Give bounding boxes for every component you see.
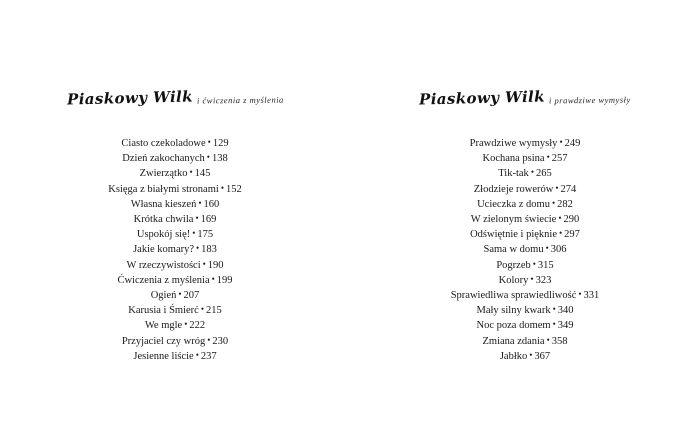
toc-separator: • [202,258,206,269]
toc-entry-page: 282 [557,198,573,210]
toc-entry [451,288,600,303]
toc-entry-title: Zwierzątko [139,168,188,180]
toc-entry-page: 169 [200,214,217,226]
toc-entry-title: Dzień zakochanych [122,153,205,165]
toc-separator: • [546,152,550,163]
toc-separator: • [192,228,196,239]
toc-entry-page: 340 [557,305,574,317]
toc-separator: • [178,289,182,300]
toc-entry-title: Przyjaciel czy wróg [121,335,206,347]
toc-entry [451,318,600,333]
toc-entry-title: Uspokój się! [136,229,191,241]
toc-entry-title: Złodzieje rowerów [473,183,554,195]
left-page-title-block [67,88,284,108]
toc-entry [451,258,600,273]
toc-separator: • [207,137,211,147]
toc-separator: • [559,228,563,239]
toc-entry-page: 367 [534,350,551,362]
toc-entry-page: 145 [194,168,211,180]
toc-entry [108,318,241,333]
toc-entry-title: Krótka chwila [133,214,194,226]
toc-entry [451,242,600,257]
toc-entry [451,182,600,197]
toc-entry [451,334,600,349]
toc-entry [108,151,241,166]
toc-entry-title: Jakie komary? [133,244,195,256]
toc-entry [108,212,241,227]
toc-entry-title: Zmiana zdania [482,335,545,347]
toc-entry-page: 331 [583,290,600,302]
left-series-title: Piaskowy Wilk [66,87,193,109]
toc-entry-page: 160 [203,198,220,210]
toc-separator: • [546,334,550,345]
toc-entry-title: Własna kieszeń [130,198,197,210]
toc-separator: • [220,182,224,193]
toc-entry-page: 290 [563,214,580,226]
toc-entry-title: W rzeczywistości [126,259,201,271]
toc-entry-title: Jabłko [499,350,528,362]
toc-entry-page: 129 [212,138,229,149]
toc-entry-title: Kochana psina [482,153,545,165]
toc-entry [451,273,600,288]
toc-entry [108,227,241,242]
right-page-title-block [419,88,631,108]
toc-entry [108,136,241,151]
toc-separator: • [578,289,582,300]
toc-entry-page: 138 [211,153,228,165]
toc-entry [108,273,241,288]
toc-separator: • [195,213,199,224]
toc-separator: • [196,243,200,254]
toc-separator: • [206,152,210,163]
toc-entry-page: 323 [535,274,552,286]
toc-entry-title: Pogrzeb [496,259,531,271]
toc-entry-title: Sprawiedliwa sprawiedliwość [450,290,577,302]
toc-entry [108,349,241,364]
toc-separator: • [207,334,211,345]
toc-entry-title: Odświętnie i pięknie [470,229,557,241]
toc-entry [451,303,600,318]
toc-entry [108,288,241,303]
toc-separator: • [552,304,556,315]
toc-entry-title: Ciasto czekoladowe [121,138,206,149]
toc-entry [451,212,600,227]
toc-entry-page: 257 [551,153,568,165]
toc-entry-title: Jesienne liście [133,350,194,362]
toc-entry-title: Ucieczka z domu [477,198,550,210]
toc-separator: • [198,197,202,208]
toc-entry-title: Prawdziwe wymysły [469,138,558,149]
toc-entry-page: 215 [205,305,222,317]
toc-entry [451,197,600,212]
right-series-title: Piaskowy Wilk [418,87,546,109]
toc-entry-title: Księga z białymi stronami [108,183,219,195]
toc-entry [108,334,241,349]
toc-separator: • [195,349,199,360]
toc-separator: • [189,167,193,178]
toc-separator: • [559,137,563,147]
toc-entry-title: Mały silny kwark [476,305,551,317]
toc-entry-page: 274 [560,183,577,195]
toc-entry-page: 265 [535,168,552,180]
toc-entry-page: 306 [550,244,567,256]
toc-entry-page: 207 [183,290,200,302]
toc-entry-page: 237 [200,350,217,362]
toc-separator: • [545,243,549,254]
toc-entry [451,166,600,181]
toc-separator: • [551,197,556,208]
toc-separator: • [555,182,559,193]
right-page [350,0,700,432]
toc-entry [108,166,241,181]
toc-entry [108,258,241,273]
toc-separator: • [184,319,188,330]
toc-entry-title: Ćwiczenia z myślenia [117,274,210,286]
toc-entry [108,182,241,197]
toc-entry [451,136,600,151]
toc-entry [451,227,600,242]
toc-separator: • [532,258,536,269]
toc-entry-title: We mgle [144,320,183,332]
toc-entry-page: 222 [189,320,206,332]
toc-separator: • [530,273,534,284]
toc-separator: • [211,273,215,284]
toc-separator: • [200,304,204,315]
toc-entry-page: 349 [557,320,574,332]
toc-entry-title: Noc poza domem [476,320,551,332]
toc-entry-title: Tik-tak [498,168,529,180]
toc-separator: • [552,319,556,330]
toc-entry-title: Ogień [150,290,177,302]
toc-entry-page: 190 [207,259,224,271]
toc-separator: • [558,213,562,224]
toc-entry-title: Sama w domu [483,244,544,256]
toc-entry-page: 230 [212,335,229,347]
toc-entry [108,197,241,212]
toc-entry-title: Karusia i Śmierć [128,305,199,317]
toc-entry [451,151,600,166]
right-table-of-contents [451,136,600,364]
toc-separator: • [530,167,534,178]
right-page-subtitle: i prawdziwe wymysły [549,94,631,106]
toc-entry-title: W zielonym świecie [470,214,557,226]
toc-entry-title: Kolory [498,274,529,286]
toc-entry-page: 249 [564,138,581,149]
toc-entry-page: 297 [564,229,580,241]
toc-separator: • [529,349,533,360]
left-table-of-contents [108,136,241,364]
toc-entry-page: 315 [537,259,554,271]
toc-entry-page: 358 [551,335,568,347]
toc-entry-page: 183 [201,244,217,256]
toc-entry [108,242,241,257]
toc-entry [451,349,600,364]
toc-entry-page: 199 [216,274,233,286]
toc-entry-page: 175 [197,229,214,241]
toc-entry [108,303,241,318]
toc-entry-page: 152 [225,183,242,195]
left-page-subtitle: i ćwiczenia z myślenia [196,94,284,106]
